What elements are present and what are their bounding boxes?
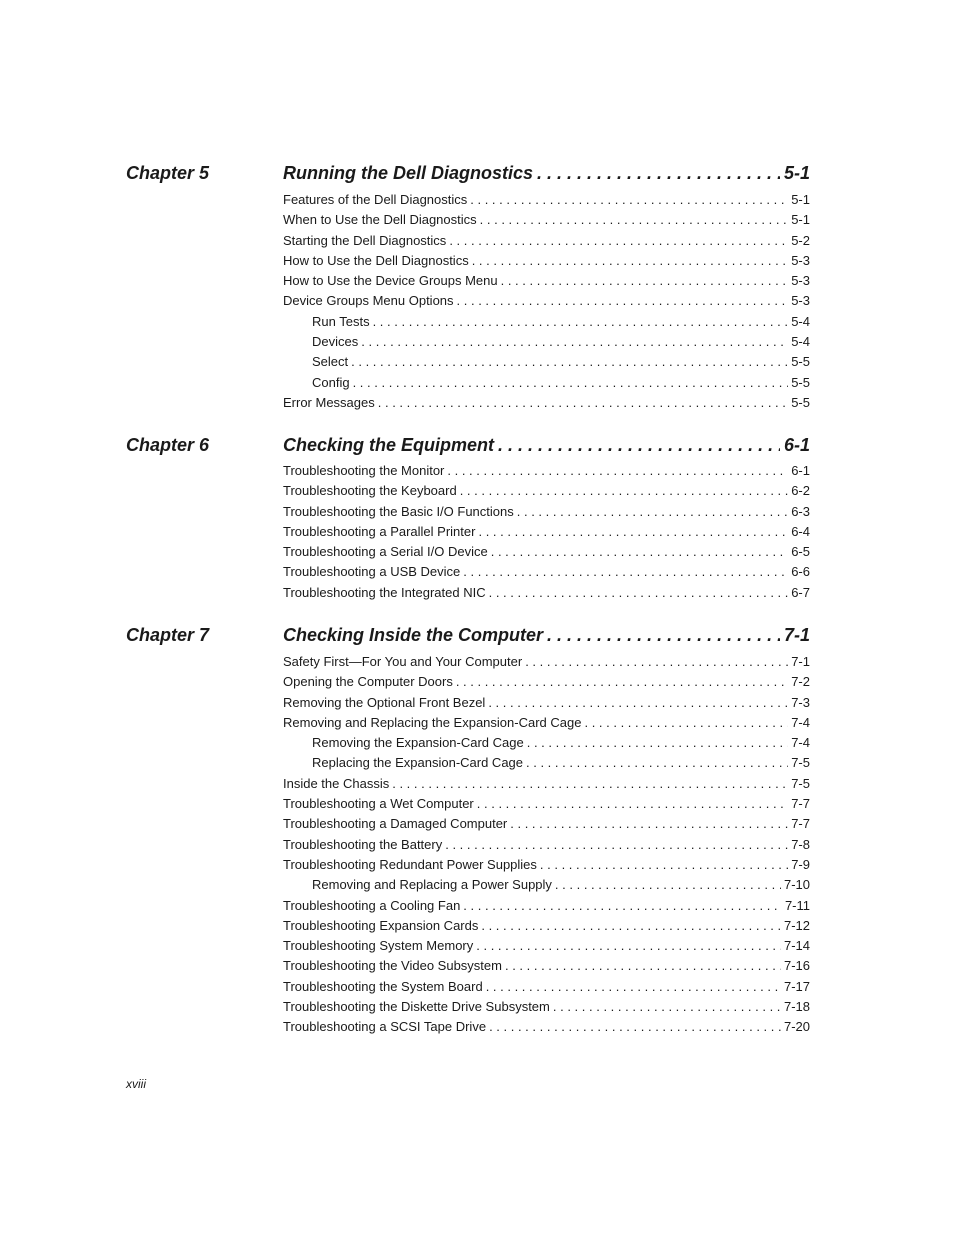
chapter-label: Chapter 5 [126, 163, 210, 183]
dot-leader [584, 713, 788, 733]
entry-title: Error Messages [283, 394, 375, 410]
entry-page: 7-1 [791, 654, 810, 669]
dot-leader [463, 562, 788, 582]
entry-title: Run Tests [312, 313, 370, 329]
toc-entry[interactable] [283, 672, 810, 692]
entry-title: Troubleshooting Redundant Power Supplies [283, 856, 537, 872]
dot-leader [480, 210, 789, 230]
entry-page: 7-18 [783, 999, 810, 1015]
toc-entry[interactable] [283, 210, 810, 230]
entry-title: Troubleshooting Expansion Cards [283, 917, 479, 933]
entry-title: Troubleshooting the Keyboard [283, 483, 457, 499]
dot-leader [472, 251, 789, 271]
chapter-title: Running the Dell Diagnostics [283, 163, 534, 183]
entry-page: 5-1 [791, 192, 810, 207]
chapter-title-row[interactable] [283, 434, 810, 456]
dot-leader [457, 291, 789, 311]
entry-title: Select [312, 354, 349, 370]
toc-entry[interactable] [283, 835, 810, 855]
entry-title: Features of the Dell Diagnostics [283, 192, 468, 207]
entry-title: Troubleshooting a SCSI Tape Drive [283, 1019, 487, 1035]
entry-page: 7-16 [783, 958, 810, 974]
entry-title: How to Use the Device Groups Menu [283, 273, 498, 289]
entry-title: Troubleshooting the Diskette Drive Subsystem [283, 999, 550, 1015]
toc-entry[interactable] [283, 997, 810, 1017]
dot-leader [505, 956, 781, 976]
chapter-page: 6-1 [783, 435, 810, 455]
entry-page: 5-2 [791, 232, 810, 248]
toc-entry[interactable] [283, 522, 810, 542]
page-number: xviii [126, 1077, 146, 1091]
toc-entry[interactable] [283, 1017, 810, 1037]
entry-page: 7-5 [791, 775, 810, 791]
toc-entry[interactable] [283, 896, 810, 916]
dot-leader [527, 733, 788, 753]
dot-leader [456, 672, 788, 692]
entry-page: 7-11 [784, 897, 810, 913]
entry-page: 7-2 [791, 674, 810, 690]
entry-title: Devices [312, 334, 359, 350]
entry-page: 5-1 [791, 212, 810, 228]
toc-entry[interactable] [283, 583, 810, 603]
dot-leader [481, 916, 781, 936]
toc-entry[interactable] [283, 713, 810, 733]
entry-page: 5-4 [791, 334, 810, 350]
dot-leader [501, 271, 789, 291]
entry-page: 7-14 [783, 938, 810, 954]
chapter-title: Checking the Equipment [283, 435, 495, 455]
entry-title: Removing the Expansion-Card Cage [312, 735, 524, 751]
entry-title: Starting the Dell Diagnostics [283, 232, 447, 248]
dot-leader [445, 835, 788, 855]
dot-leader [555, 875, 781, 895]
toc-entry[interactable] [283, 652, 810, 672]
entry-page: 7-7 [791, 816, 810, 832]
chapter-label: Chapter 6 [126, 435, 210, 455]
chapter-page: 7-1 [783, 625, 810, 645]
entry-page: 6-6 [791, 564, 810, 580]
toc-entry[interactable] [283, 693, 810, 713]
toc-entry[interactable] [283, 542, 810, 562]
toc-entry[interactable] [283, 190, 810, 210]
entry-page: 7-7 [791, 796, 810, 812]
entry-title: Troubleshooting the Integrated NIC [283, 584, 486, 600]
entry-page: 7-4 [791, 735, 810, 751]
dot-leader [392, 774, 788, 794]
toc-subentry[interactable] [283, 753, 810, 773]
entry-title: Safety First—For You and Your Computer [283, 654, 523, 669]
entry-title: Troubleshooting a USB Device [283, 564, 461, 580]
toc-entry[interactable] [283, 481, 810, 501]
toc-entry[interactable] [283, 814, 810, 834]
entry-title: Device Groups Menu Options [283, 293, 454, 309]
entry-page: 6-7 [791, 584, 810, 600]
toc-subentry[interactable] [283, 373, 810, 393]
dot-leader [498, 434, 780, 456]
chapter-page: 5-1 [783, 163, 810, 183]
entry-page: 5-3 [791, 252, 810, 268]
entry-page: 7-17 [783, 978, 810, 994]
entry-title: Inside the Chassis [283, 775, 390, 791]
entry-title: How to Use the Dell Diagnostics [283, 252, 469, 268]
entry-page: 5-5 [791, 374, 810, 390]
dot-leader [353, 373, 789, 393]
dot-leader [361, 332, 788, 352]
dot-leader [553, 997, 781, 1017]
toc-entries [283, 190, 810, 413]
entry-title: Removing and Replacing a Power Supply [312, 877, 552, 893]
entry-title: Troubleshooting the Basic I/O Functions [283, 503, 514, 519]
dot-leader [525, 652, 788, 672]
toc-entry[interactable] [283, 291, 810, 311]
dot-leader [477, 794, 788, 814]
entry-page: 5-5 [791, 394, 810, 410]
chapter-title: Checking Inside the Computer [283, 625, 544, 645]
toc-entry[interactable] [283, 794, 810, 814]
entry-page: 6-5 [791, 544, 810, 560]
entry-page: 5-3 [791, 293, 810, 309]
entry-title: Troubleshooting the System Board [283, 978, 483, 994]
toc-subentry[interactable] [283, 332, 810, 352]
toc-entry[interactable] [283, 271, 810, 291]
dot-leader [488, 693, 788, 713]
dot-leader [489, 1017, 781, 1037]
entry-title: Troubleshooting a Parallel Printer [283, 523, 476, 539]
chapter-title-row[interactable] [283, 624, 810, 646]
dot-leader [510, 814, 788, 834]
entry-title: Troubleshooting the Monitor [283, 463, 445, 478]
dot-leader [463, 896, 782, 916]
toc-subentry[interactable] [283, 733, 810, 753]
entry-page: 5-3 [791, 273, 810, 289]
toc-entry[interactable] [283, 977, 810, 997]
dot-leader [491, 542, 788, 562]
entry-title: When to Use the Dell Diagnostics [283, 212, 477, 228]
entry-page: 6-4 [791, 523, 810, 539]
dot-leader [460, 481, 789, 501]
dot-leader [351, 352, 788, 372]
toc-entry[interactable] [283, 251, 810, 271]
entry-title: Troubleshooting a Damaged Computer [283, 816, 508, 832]
dot-leader [540, 855, 788, 875]
dot-leader [537, 162, 780, 184]
dot-leader [470, 190, 788, 210]
toc-subentry[interactable] [283, 352, 810, 372]
dot-leader [486, 977, 781, 997]
toc-subentry[interactable] [283, 875, 810, 895]
toc-entry[interactable] [283, 774, 810, 794]
dot-leader [489, 583, 789, 603]
entry-page: 7-10 [783, 877, 810, 893]
entry-title: Troubleshooting a Wet Computer [283, 796, 474, 812]
toc-entry[interactable] [283, 393, 810, 413]
toc-entry[interactable] [283, 936, 810, 956]
entry-title: Troubleshooting System Memory [283, 938, 474, 954]
entry-page: 7-20 [783, 1019, 810, 1035]
toc-entry[interactable] [283, 502, 810, 522]
dot-leader [378, 393, 788, 413]
entry-page: 7-5 [791, 755, 810, 771]
entry-title: Troubleshooting a Cooling Fan [283, 897, 461, 913]
entry-page: 6-2 [791, 483, 810, 499]
dot-leader [478, 522, 788, 542]
entry-title: Replacing the Expansion-Card Cage [312, 755, 524, 771]
toc-entries [283, 461, 810, 603]
dot-leader [517, 502, 788, 522]
entry-title: Troubleshooting a Serial I/O Device [283, 544, 488, 560]
chapter-title-row[interactable] [283, 162, 810, 184]
entry-page: 7-9 [791, 856, 810, 872]
entry-page: 7-3 [791, 694, 810, 710]
toc-entry[interactable] [283, 461, 810, 481]
dot-leader [447, 461, 788, 481]
dot-leader [526, 753, 788, 773]
entry-page: 7-4 [791, 714, 810, 730]
toc-entry[interactable] [283, 231, 810, 251]
entry-page: 7-12 [783, 917, 810, 933]
chapter-label: Chapter 7 [126, 625, 210, 645]
entry-title: Removing and Replacing the Expansion-Card Cage [283, 714, 582, 730]
entry-title: Troubleshooting the Video Subsystem [283, 958, 502, 974]
entry-page: 6-3 [791, 503, 810, 519]
entry-page: 7-8 [791, 836, 810, 852]
dot-leader [373, 312, 789, 332]
dot-leader [547, 624, 780, 646]
entry-page: 5-4 [791, 313, 810, 329]
toc-entry[interactable] [283, 562, 810, 582]
dot-leader [449, 231, 788, 251]
toc-entry[interactable] [283, 916, 810, 936]
entry-title: Opening the Computer Doors [283, 674, 453, 690]
toc-entries [283, 652, 810, 1038]
toc-entry[interactable] [283, 855, 810, 875]
entry-title: Troubleshooting the Battery [283, 836, 443, 852]
entry-page: 5-5 [791, 354, 810, 370]
toc-subentry[interactable] [283, 312, 810, 332]
entry-title: Removing the Optional Front Bezel [283, 694, 486, 710]
entry-title: Config [312, 374, 350, 390]
entry-page: 6-1 [791, 463, 810, 478]
toc-entry[interactable] [283, 956, 810, 976]
dot-leader [476, 936, 781, 956]
